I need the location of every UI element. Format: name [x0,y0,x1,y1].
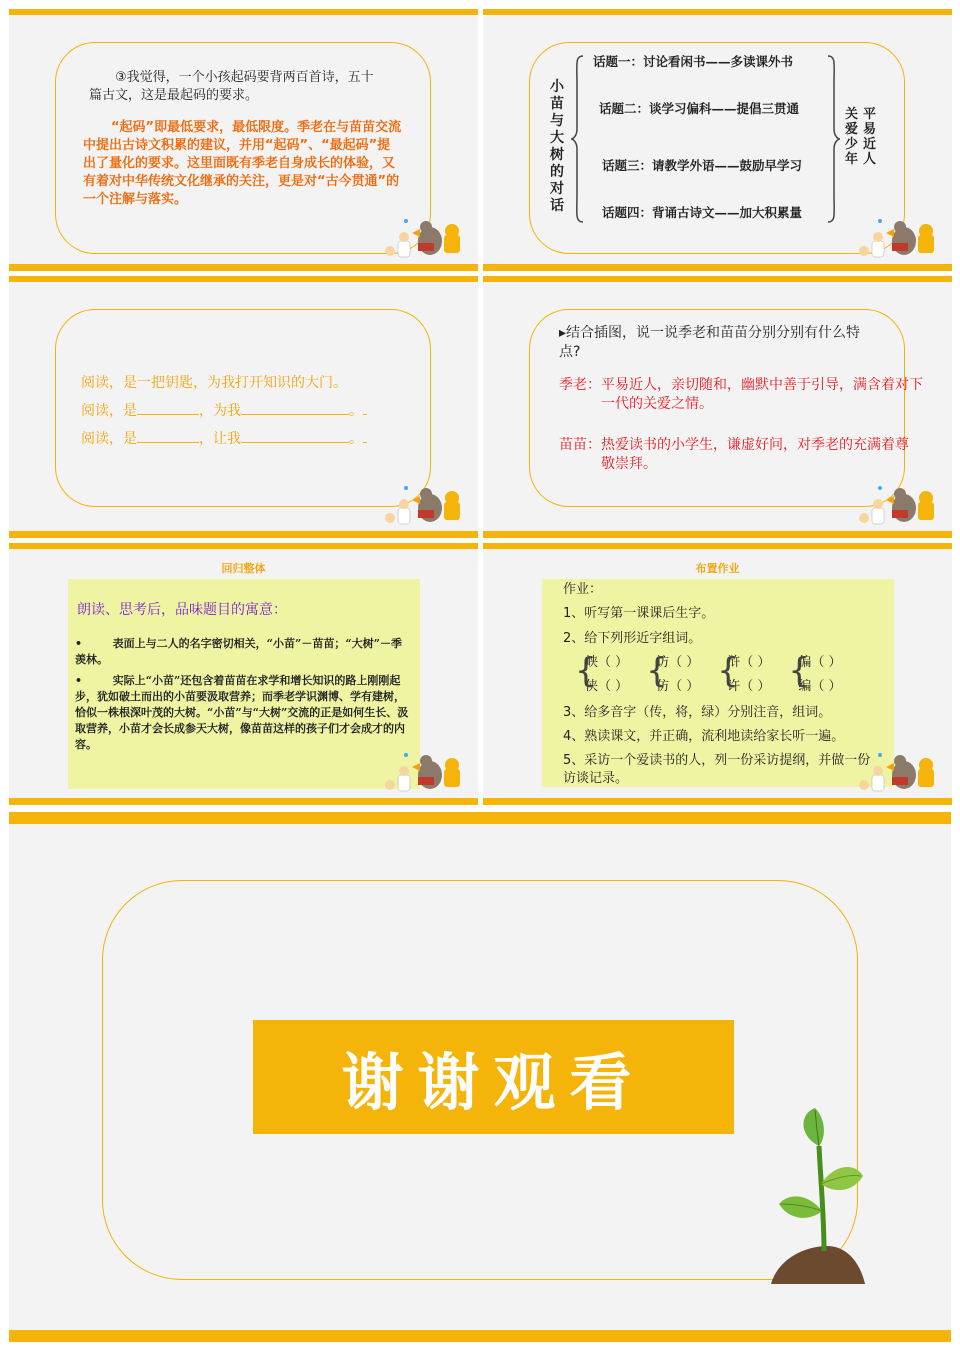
bullet-dot: • [75,637,113,650]
sprout-illustration [769,1106,869,1286]
right-brace [824,54,842,224]
homework-item-1: 1、听写第一课课后生字。 [563,606,715,621]
bullet-1-text: 表面上与二人的名字密切相关，“小苗”－苗苗；“大树”－季羡林。 [75,637,402,666]
top-bar [9,543,478,549]
animal-band-illustration [382,749,472,797]
line2-blank-2 [241,414,349,415]
char-pairs [575,651,875,699]
analysis-text: “起码”即最低要求，最低限度。季老在与苗苗交流中提出古诗文积累的建议，并用“起码”、“最起码”提出了量化的要求。这里面既有季老自身成长的体验，又有着对中华传统文化继承的关注，更是对“古今贯通”的一个注解与落实。 [83,120,402,207]
topic-2: 话题二：谈学习偏科——提倡三贯通 [599,101,800,116]
animal-band-illustration [382,215,472,263]
topic-4: 话题四：背诵古诗文——加大积累量 [602,205,803,220]
top-bar [9,276,478,282]
topic-3: 话题三：请教学外语——鼓励早学习 [602,158,803,173]
slide-2 [483,9,952,271]
slide-3 [9,276,478,538]
slide-6 [483,543,952,805]
slide-title: 回归整体 [221,562,266,575]
animal-band-illustration [856,749,946,797]
animal-band-illustration [856,482,946,530]
line2-start: 阅读，是 [81,403,137,419]
left-vertical-title: 小苗与大树的对话 [550,79,564,214]
line2-blank-3 [363,414,367,415]
bottom-bar [483,531,952,538]
line3-end: 。 [349,431,363,447]
line3-start: 阅读，是 [81,431,137,447]
reading-line-3 [81,430,367,448]
animal-band-illustration [856,215,946,263]
slide-4 [483,276,952,538]
line2-middle: ，为我 [199,403,241,419]
bottom-bar [9,264,478,271]
line2-end: 。 [349,403,363,419]
thanks-banner [253,1020,734,1134]
line3-middle: ，让我 [199,431,241,447]
bottom-bar [9,1330,951,1342]
topic-1: 话题一：讨论看闲书——多读课外书 [593,54,794,69]
bottom-bar [483,798,952,805]
bullet-1 [75,636,411,668]
top-bar [9,812,951,824]
bottom-bar [9,531,478,538]
top-bar [483,543,952,549]
top-bar [9,9,478,15]
char-pair-3: { 浒（ ） 许（ ） [717,651,771,694]
slide-7 [9,812,951,1342]
ji-lao-description [559,376,931,414]
ji-lao-text: ：平易近人，亲切随和，幽默中善于引导，满含着对下一代的关爱之情。 [587,377,923,412]
miao-miao-text: ：热爱读书的小学生，谦虚好问，对季老的充满着尊敬崇拜。 [587,437,909,472]
right-vertical-col2: 平易近人 [863,107,877,167]
heading: 朗读、思考后，品味题目的寓意： [77,602,287,618]
line3-blank-3 [363,442,367,443]
reading-line-1: 阅读，是一把钥匙，为我打开知识的大门。 [81,375,347,391]
homework-item-3: 3、给多音字（传，将，绿）分别注音，组词。 [563,705,832,720]
char-pair-2: { 访（ ） 仿（ ） [646,651,700,694]
bullet-2-text: 实际上“小苗”还包含着苗苗在求学和增长知识的路上刚刚起步，犹如破土而出的小苗要汲取营养；而季老学识渊博、学有建树，恰似一株根深叶茂的大树。“小苗”与“大树”交流的正是如何生长、汲取营养，小苗才会长成参天大树，像苗苗这样的孩子们才会成才的内容。 [75,674,409,751]
miao-miao-label: 苗苗 [559,437,587,453]
line2-blank-1 [137,414,199,415]
question-text: ▸结合插图，说一说季老和苗苗分别分别有什么特点? [559,325,861,360]
homework-intro: 作业： [563,582,603,597]
ji-lao-label: 季老 [559,377,587,393]
top-bar [483,9,952,15]
bottom-bar [9,798,478,805]
left-brace [569,54,587,224]
thanks-text: 谢谢观看 [341,1045,646,1119]
line3-blank-1 [137,442,199,443]
line3-blank-2 [241,442,349,443]
bottom-bar [483,264,952,271]
slide-5 [9,543,478,805]
bullet-2 [75,673,411,753]
slide-title: 布置作业 [695,562,740,575]
animal-band-illustration [382,482,472,530]
quote-text: ③我觉得，一个小孩起码要背两百首诗，五十篇古文，这是最起码的要求。 [89,70,374,103]
homework-item-5: 5、采访一个爱读书的人，列一份采访提纲，并做一份访谈记录。 [563,753,871,786]
right-vertical-col1: 关爱少年 [845,107,859,167]
miao-miao-description [559,436,921,474]
slide-1 [9,9,478,271]
homework-item-2: 2、给下列形近字组词。 [563,631,702,646]
char-pair-1: { 峡（ ） 侠（ ） [575,651,629,694]
char-pair-4: { 偏（ ） 编（ ） [788,651,842,694]
reading-line-2 [81,402,367,420]
top-bar [483,276,952,282]
bullet-dot: • [75,674,113,687]
homework-item-4: 4、熟读课文，并正确，流利地读给家长听一遍。 [563,729,845,744]
